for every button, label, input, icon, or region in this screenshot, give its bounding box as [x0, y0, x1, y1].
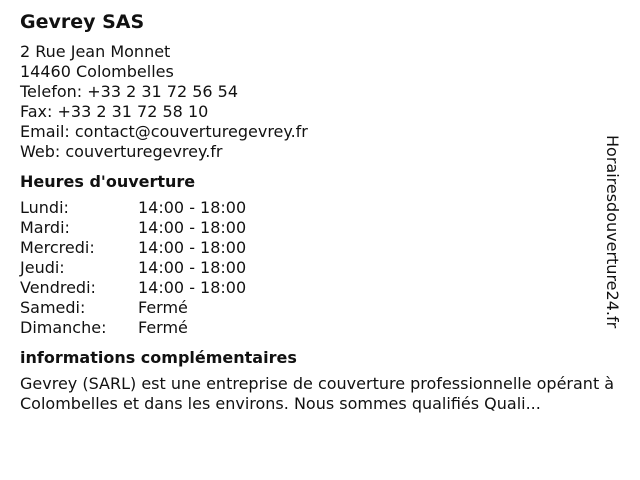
- hours-row-monday: [20, 198, 246, 218]
- hours-row-thursday: [20, 258, 246, 278]
- fax-line: Fax: +33 2 31 72 58 10: [20, 102, 209, 121]
- additional-info-text: Gevrey (SARL) est une entreprise de couverture professionnelle opérant à Colombelles et dans les environs. Nous sommes qualifiés Quali...: [20, 374, 615, 413]
- day-label: Vendredi:: [20, 278, 96, 297]
- hours-row-wednesday: [20, 238, 246, 258]
- day-label: Dimanche:: [20, 318, 107, 337]
- time-value: Fermé: [138, 318, 188, 337]
- day-label: Samedi:: [20, 298, 86, 317]
- day-label: Lundi:: [20, 198, 69, 217]
- time-value: 14:00 - 18:00: [138, 198, 247, 217]
- site-watermark: Horairesdouverture24.fr: [603, 135, 622, 329]
- day-label: Mardi:: [20, 218, 70, 237]
- phone-line: Telefon: +33 2 31 72 56 54: [20, 82, 239, 101]
- hours-row-saturday: [20, 298, 246, 318]
- time-value: 14:00 - 18:00: [138, 238, 247, 257]
- time-value: 14:00 - 18:00: [138, 218, 247, 237]
- additional-info-heading: informations complémentaires: [20, 348, 297, 367]
- email-line: Email: contact@couverturegevrey.fr: [20, 122, 308, 141]
- time-value: 14:00 - 18:00: [138, 278, 247, 297]
- time-value: Fermé: [138, 298, 188, 317]
- web-line: Web: couverturegevrey.fr: [20, 142, 223, 161]
- time-value: 14:00 - 18:00: [138, 258, 247, 277]
- address-city: 14460 Colombelles: [20, 62, 174, 81]
- address-street: 2 Rue Jean Monnet: [20, 42, 171, 61]
- opening-hours-table: [20, 198, 246, 338]
- opening-hours-heading: Heures d'ouverture: [20, 172, 196, 191]
- business-card: [20, 10, 632, 414]
- day-label: Jeudi:: [20, 258, 65, 277]
- company-name: Gevrey SAS: [20, 11, 145, 33]
- hours-row-sunday: [20, 318, 246, 338]
- day-label: Mercredi:: [20, 238, 95, 257]
- hours-row-friday: [20, 278, 246, 298]
- hours-row-tuesday: [20, 218, 246, 238]
